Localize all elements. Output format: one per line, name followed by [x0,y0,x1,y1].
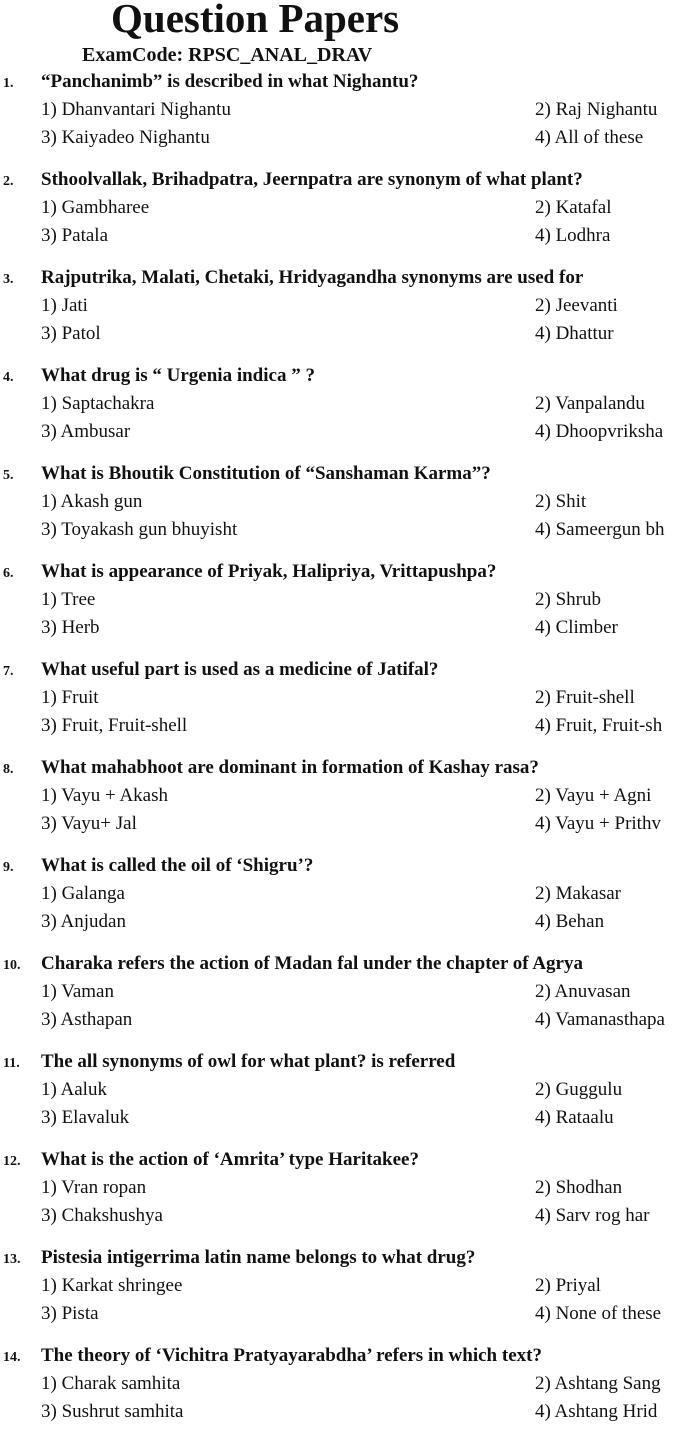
option-2: 2) Makasar [535,883,621,904]
option-3: 3) Toyakash gun bhuyisht [41,519,238,540]
option-2: 2) Guggulu [535,1079,623,1100]
option-1: 1) Tree [41,589,96,610]
option-4: 4) Ashtang Hrid [535,1401,658,1422]
question-number: 2. [3,174,14,189]
option-3: 3) Asthapan [41,1009,133,1030]
question-item [0,462,682,546]
question-number: 13. [3,1252,21,1267]
option-1: 1) Karkat shringee [41,1275,183,1296]
question-item [0,854,682,938]
option-4: 4) Behan [535,911,605,932]
question-number: 3. [3,272,14,287]
option-3: 3) Patala [41,225,109,246]
option-1: 1) Aaluk [41,1079,107,1100]
option-4: 4) Vayu + Prithv [535,813,661,834]
page-title: Question Papers [111,0,400,41]
option-3: 3) Herb [41,617,100,638]
option-1: 1) Vran ropan [41,1177,147,1198]
question-text: What is called the oil of ‘Shigru’? [41,855,314,876]
question-text: Pistesia intigerrima latin name belongs to what drug? [41,1247,476,1268]
option-3: 3) Sushrut samhita [41,1401,184,1422]
option-2: 2) Katafal [535,197,612,218]
question-number: 4. [3,370,14,385]
question-number: 14. [3,1350,21,1365]
option-4: 4) None of these [535,1303,662,1324]
question-item [0,70,682,154]
question-text: Sthoolvallak, Brihadpatra, Jeernpatra are synonym of what plant? [41,169,583,190]
question-item [0,1344,682,1428]
option-2: 2) Jeevanti [535,295,618,316]
option-4: 4) Vamanasthapa [535,1009,665,1030]
option-2: 2) Vayu + Agni [535,785,652,806]
option-4: 4) Dhattur [535,323,614,344]
option-2: 2) Anuvasan [535,981,631,1002]
question-item [0,1246,682,1330]
option-1: 1) Galanga [41,883,125,904]
question-item [0,756,682,840]
option-3: 3) Vayu+ Jal [41,813,137,834]
question-item [0,364,682,448]
question-text: Rajputrika, Malati, Chetaki, Hridyagandha synonyms are used for [41,267,584,288]
option-4: 4) Dhoopvriksha [535,421,664,442]
option-3: 3) Elavaluk [41,1107,130,1128]
question-text: What is the action of ‘Amrita’ type Haritakee? [41,1149,419,1170]
question-item [0,952,682,1036]
option-2: 2) Shit [535,491,587,512]
question-text: What useful part is used as a medicine of Jatifal? [41,659,439,680]
option-1: 1) Vaman [41,981,114,1002]
question-number: 6. [3,566,14,581]
question-number: 5. [3,468,14,483]
option-4: 4) Sarv rog har [535,1205,650,1226]
question-number: 1. [3,76,14,91]
option-4: 4) Sameergun bh [535,519,665,540]
option-4: 4) All of these [535,127,644,148]
option-3: 3) Kaiyadeo Nighantu [41,127,210,148]
question-item [0,1050,682,1134]
question-text: The all synonyms of owl for what plant? is referred [41,1051,456,1072]
question-number: 12. [3,1154,21,1169]
question-text: What is Bhoutik Constitution of “Sanshaman Karma”? [41,463,491,484]
question-number: 9. [3,860,14,875]
option-2: 2) Priyal [535,1275,601,1296]
option-2: 2) Shrub [535,589,601,610]
option-1: 1) Dhanvantari Nighantu [41,99,231,120]
option-2: 2) Shodhan [535,1177,623,1198]
option-4: 4) Fruit, Fruit-sh [535,715,663,736]
question-text: The theory of ‘Vichitra Pratyayarabdha’ refers in which text? [41,1345,542,1366]
exam-code: ExamCode: RPSC_ANAL_DRAV [82,44,373,66]
question-item [0,168,682,252]
option-2: 2) Ashtang Sang [535,1373,661,1394]
option-4: 4) Climber [535,617,618,638]
option-1: 1) Saptachakra [41,393,155,414]
option-1: 1) Vayu + Akash [41,785,168,806]
option-3: 3) Chakshushya [41,1205,163,1226]
option-3: 3) Fruit, Fruit-shell [41,715,188,736]
option-1: 1) Gambharee [41,197,150,218]
question-item [0,266,682,350]
question-number: 7. [3,664,14,679]
option-4: 4) Lodhra [535,225,611,246]
option-2: 2) Raj Nighantu [535,99,658,120]
option-3: 3) Pista [41,1303,99,1324]
option-2: 2) Vanpalandu [535,393,645,414]
option-4: 4) Rataalu [535,1107,614,1128]
question-number: 10. [3,958,21,973]
option-1: 1) Akash gun [41,491,143,512]
option-1: 1) Jati [41,295,88,316]
question-number: 8. [3,762,14,777]
question-text: What drug is “ Urgenia indica ” ? [41,365,315,386]
question-item [0,658,682,742]
option-2: 2) Fruit-shell [535,687,635,708]
question-text: What is appearance of Priyak, Halipriya, Vrittapushpa? [41,561,497,582]
question-item [0,1148,682,1232]
option-3: 3) Patol [41,323,101,344]
question-text: “Panchanimb” is described in what Nighantu? [41,71,419,92]
option-1: 1) Charak samhita [41,1373,181,1394]
question-text: What mahabhoot are dominant in formation of Kashay rasa? [41,757,539,778]
question-number: 11. [3,1056,20,1071]
option-3: 3) Ambusar [41,421,131,442]
question-text: Charaka refers the action of Madan fal under the chapter of Agrya [41,953,583,974]
option-3: 3) Anjudan [41,911,126,932]
option-1: 1) Fruit [41,687,99,708]
question-item [0,560,682,644]
